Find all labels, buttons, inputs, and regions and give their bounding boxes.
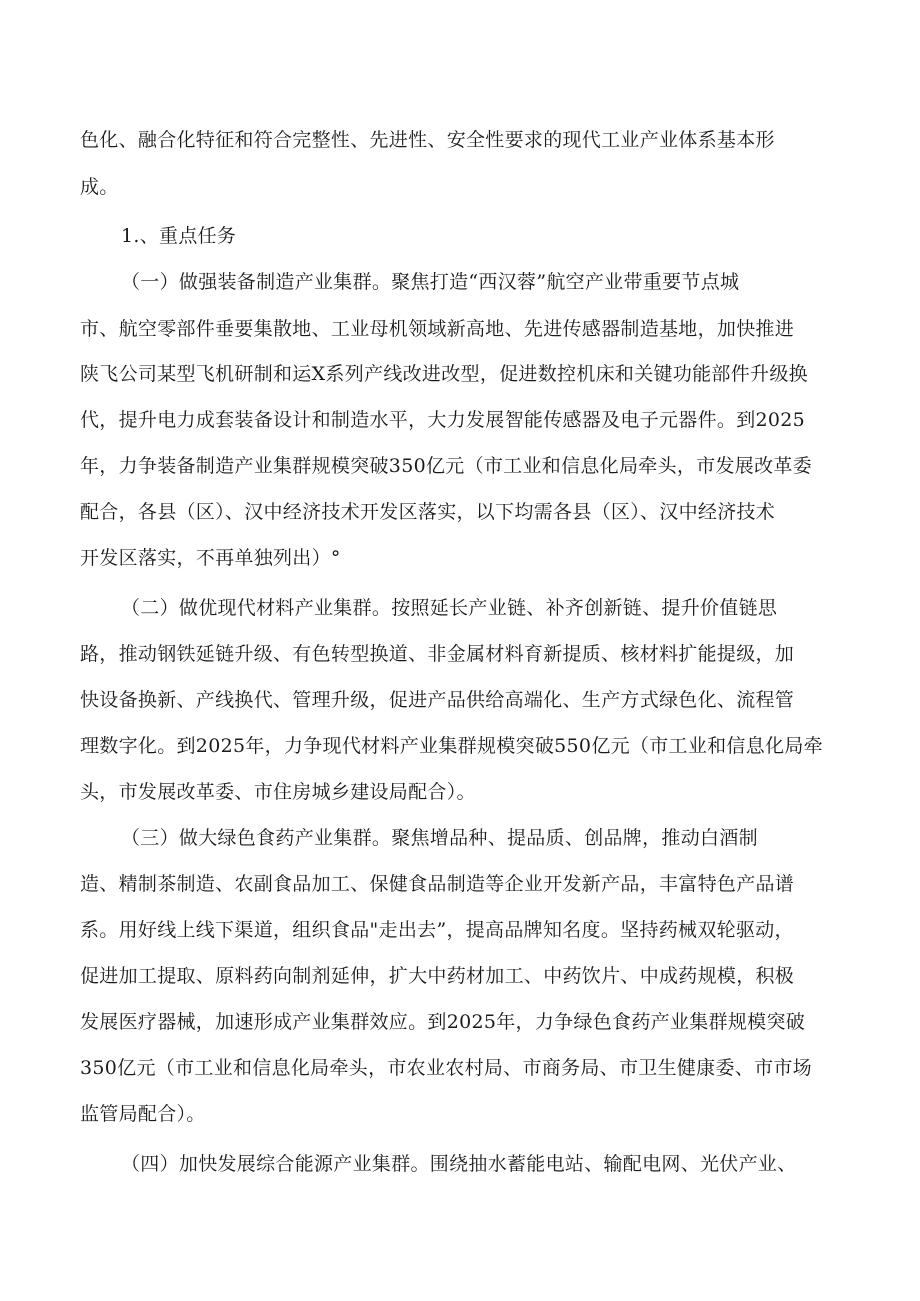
text-line: 年，力争装备制造产业集群规模突破350亿元（市工业和信息化局牵头，市发展改革委 [80,455,812,477]
text-line: 系。用好线上线下渠道，组织食品"走出去”，提高品牌知名度。坚持药械双轮驱动， [80,919,794,941]
text-line: 配合，各县（区）、汉中经济技术开发区落实，以下均需各县（区）、汉中经济技术 [80,501,776,523]
text-line: 头，市发展改革委、市住房城乡建设局配合）。 [80,781,476,803]
text-line: 造、精制茶制造、农副食品加工、保健食品制造等企业开发新产品，丰富特色产品谱 [80,873,795,895]
text-line: 350亿元（市工业和信息化局牵头，市农业农村局、市商务局、市卫生健康委、市市场 [80,1057,812,1079]
text-line: 成。 [80,176,119,198]
paragraph-start: （一）做强装备制造产业集群。聚焦打造“西汉蓉”航空产业带重要节点城 [121,271,740,293]
section-heading: 1.、重点任务 [121,225,237,247]
paragraph-start: （三）做大绿色食药产业集群。聚焦增品种、提品质、创品牌，推动白酒制 [121,827,758,849]
text-line: 路，推动钢铁延链升级、有色转型换道、非金属材料育新提质、核材料扩能提级，加 [80,643,795,665]
text-line: 促进加工提取、原料药向制剂延伸，扩大中药材加工、中药饮片、中成药规模，积极 [80,965,795,987]
paragraph-start: （二）做优现代材料产业集群。按照延长产业链、补齐创新链、提升价值链思 [121,597,778,619]
text-line: 市、航空零部件垂要集散地、工业母机领域新高地、先进传感器制造基地，加快推进 [80,318,795,340]
text-line: 快设备换新、产线换代、管理升级，促进产品供给高端化、生产方式绿色化、流程管 [80,689,795,711]
paragraph-start: （四）加快发展综合能源产业集群。围绕抽水蓄能电站、输配电网、光伏产业、 [121,1153,797,1175]
text-line: 监管局配合）。 [80,1103,206,1125]
text-line: 发展医疗器械，加速形成产业集群效应。到2025年，力争绿色食药产业集群规模突破 [80,1011,806,1033]
text-line: 开发区落实，不再单独列出）° [80,547,341,569]
text-line: 理数字化。到2025年，力争现代材料产业集群规模突破550亿元（市工业和信息化局牵 [80,735,823,757]
text-line: 陕飞公司某型飞机研制和运X系列产线改进改型，促进数控机床和关键功能部件升级换 [80,363,808,385]
text-line: 代，提升电力成套装备设计和制造水平，大力发展智能传感器及电子元器件。到2025 [80,409,806,431]
text-line: 色化、融合化特征和符合完整性、先进性、安全性要求的现代工业产业体系基本形 [80,129,775,151]
